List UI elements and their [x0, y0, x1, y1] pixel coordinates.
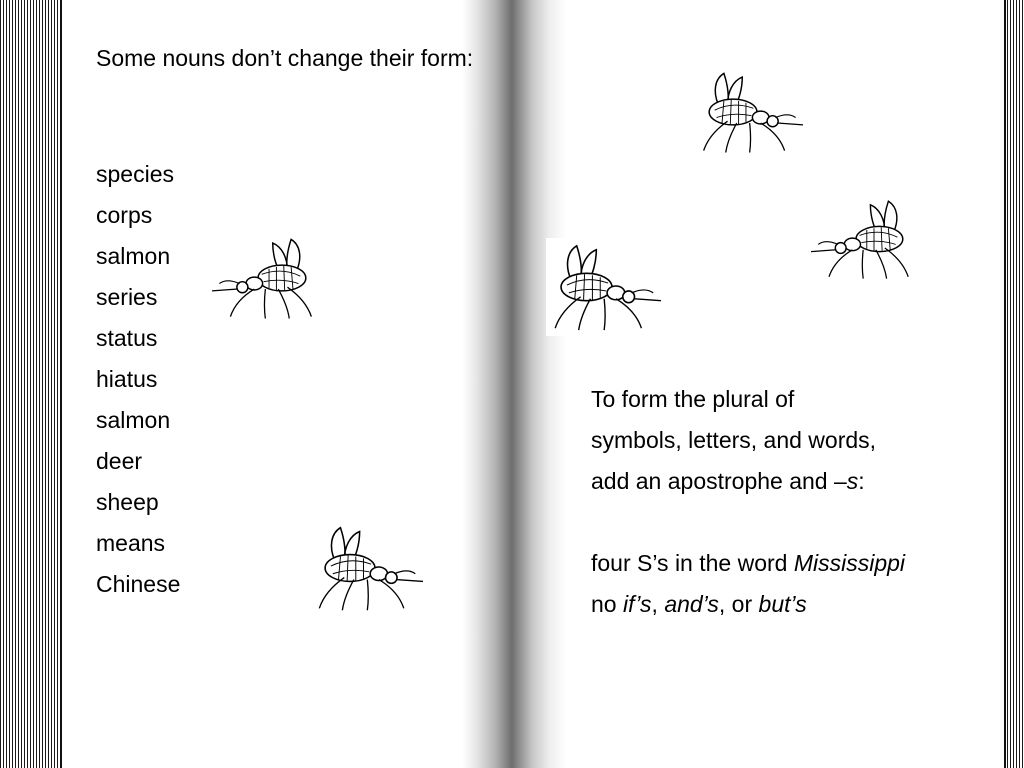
example-2-sep-1: , — [651, 591, 665, 617]
list-item: salmon — [96, 407, 171, 433]
rule-suffix: s — [846, 468, 859, 494]
list-item: means — [96, 530, 166, 556]
rule-line-3-text: add an apostrophe and – — [591, 468, 847, 494]
spacer — [591, 502, 1001, 543]
list-item: hiatus — [96, 366, 158, 392]
rule-colon: : — [858, 468, 865, 494]
example-2-sep-2: , or — [718, 591, 759, 617]
example-2-word-1: if’s — [622, 591, 652, 617]
list-item: Chinese — [96, 571, 181, 597]
list-item: status — [96, 325, 158, 351]
invariant-noun-list — [96, 154, 180, 605]
list-item: species — [96, 161, 174, 187]
right-page-edges — [1004, 0, 1024, 768]
example-1-text: four S’s in the word — [591, 550, 794, 576]
mosquito-icon — [312, 520, 438, 616]
example-line-2 — [591, 584, 1001, 625]
example-line-1 — [591, 543, 1001, 584]
list-item: sheep — [96, 489, 159, 515]
left-page-edges — [0, 0, 62, 768]
rule-line-1: To form the plural of — [591, 386, 795, 412]
book-gutter-shadow — [462, 0, 566, 768]
example-1-word: Mississippi — [793, 550, 906, 576]
mosquito-icon — [546, 238, 678, 336]
example-2-prefix: no — [591, 591, 623, 617]
mosquito-icon — [696, 66, 818, 158]
mosquito-icon — [794, 194, 918, 284]
rule-line-3 — [591, 461, 1001, 502]
example-2-word-2: and’s — [664, 591, 719, 617]
list-item: corps — [96, 202, 153, 228]
example-2-word-3: but’s — [758, 591, 807, 617]
mosquito-icon — [196, 232, 320, 324]
rule-line-2: symbols, letters, and words, — [591, 427, 877, 453]
list-item: salmon — [96, 243, 171, 269]
right-page-text — [591, 379, 1001, 625]
list-item: deer — [96, 448, 143, 474]
list-item: series — [96, 284, 158, 310]
left-page-heading: Some nouns don’t change their form: — [96, 45, 474, 71]
